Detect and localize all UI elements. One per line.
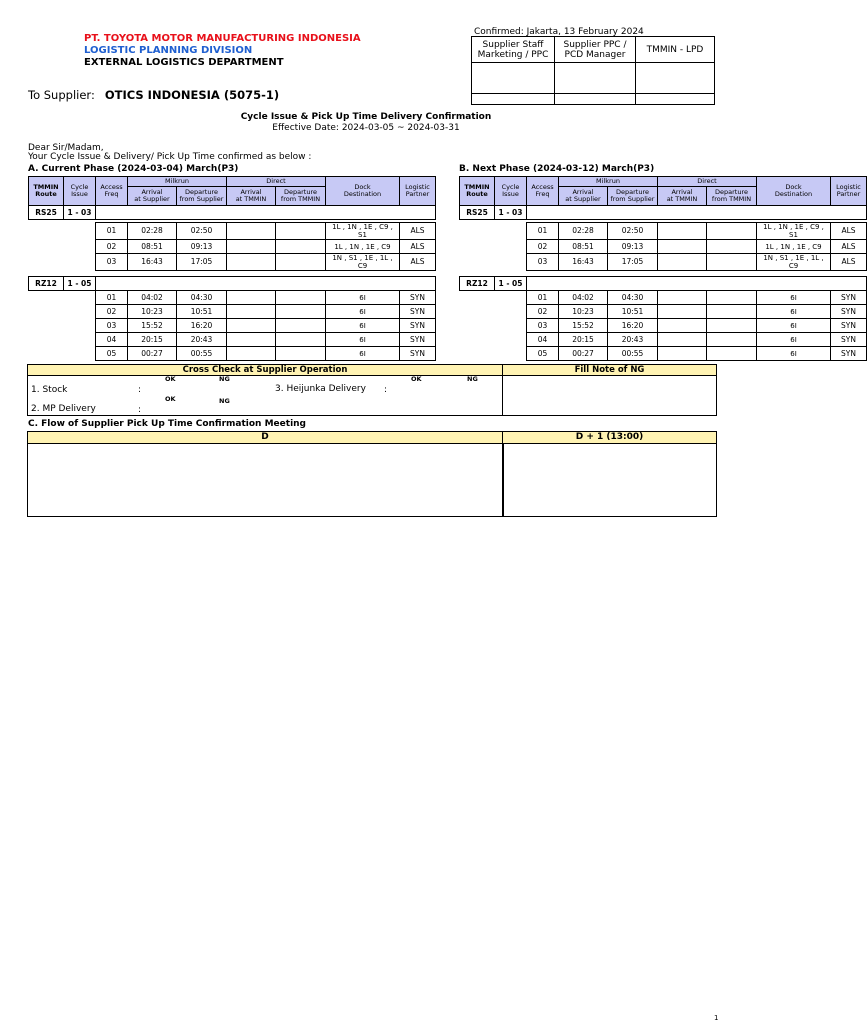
- logistic-partner: SYN: [400, 333, 436, 347]
- approval-date-2: [555, 94, 636, 105]
- arrival-tmmin: [227, 291, 276, 305]
- dock-destination: 6I: [757, 291, 831, 305]
- mp-ng: NG: [219, 397, 230, 405]
- next-phase-table-clip: [459, 176, 861, 362]
- page-number: 1: [714, 1014, 719, 1022]
- access-freq: 02: [96, 240, 128, 254]
- header-dock: Dock Destination: [326, 177, 400, 206]
- current-schedule-table: [28, 176, 436, 361]
- supplier-name: OTICS INDONESIA (5075-1): [104, 88, 280, 102]
- arrival-supplier: 16:43: [559, 254, 608, 271]
- arrival-supplier: 15:52: [128, 319, 177, 333]
- departure-tmmin: [276, 319, 326, 333]
- arrival-supplier: 10:23: [559, 305, 608, 319]
- header-departure-tmmin: Departure from TMMIN: [276, 187, 326, 206]
- departure-supplier: 09:13: [177, 240, 227, 254]
- departure-supplier: 02:50: [608, 223, 658, 240]
- header-arrival-supplier: Arrival at Supplier: [128, 187, 177, 206]
- arrival-supplier: 08:51: [128, 240, 177, 254]
- dock-destination: 6I: [326, 319, 400, 333]
- departure-tmmin: [276, 305, 326, 319]
- arrival-tmmin: [227, 319, 276, 333]
- logistic-partner: ALS: [831, 240, 867, 254]
- route-empty: [29, 291, 64, 305]
- to-supplier-label: To Supplier:: [28, 88, 95, 102]
- header-access: Access Freq: [527, 177, 559, 206]
- table-row: [29, 347, 436, 361]
- route-empty: [460, 254, 495, 271]
- dock-destination: 6I: [757, 305, 831, 319]
- approval-header-1: Supplier Staff Marketing / PPC: [472, 37, 555, 63]
- header-partner: Logistic Partner: [400, 177, 436, 206]
- departure-supplier: 04:30: [608, 291, 658, 305]
- logistic-partner: SYN: [400, 305, 436, 319]
- departure-supplier: 10:51: [177, 305, 227, 319]
- cycle-empty: [64, 347, 96, 361]
- departure-supplier: 20:43: [177, 333, 227, 347]
- arrival-supplier: 00:27: [128, 347, 177, 361]
- division-name: LOGISTIC PLANNING DIVISION: [84, 45, 253, 56]
- header-cycle: Cycle Issue: [495, 177, 527, 206]
- access-freq: 01: [527, 291, 559, 305]
- cycle-empty: [64, 291, 96, 305]
- access-freq: 03: [527, 319, 559, 333]
- route-empty: [29, 333, 64, 347]
- cycle-empty: [64, 223, 96, 240]
- header-route: TMMIN Route: [460, 177, 495, 206]
- logistic-partner: SYN: [831, 347, 867, 361]
- mp-label: 2. MP Delivery: [31, 404, 96, 414]
- cycle-issue: 1 - 03: [64, 206, 96, 220]
- arrival-tmmin: [227, 223, 276, 240]
- arrival-tmmin: [658, 347, 707, 361]
- access-freq: 02: [527, 305, 559, 319]
- cycle-empty: [495, 305, 527, 319]
- route-empty: [460, 333, 495, 347]
- route-empty: [460, 347, 495, 361]
- header-access: Access Freq: [96, 177, 128, 206]
- route-empty: [460, 291, 495, 305]
- table-row: [29, 254, 436, 271]
- departure-tmmin: [707, 347, 757, 361]
- route-empty: [29, 223, 64, 240]
- departure-tmmin: [707, 291, 757, 305]
- departure-tmmin: [707, 333, 757, 347]
- header-partner: Logistic Partner: [831, 177, 867, 206]
- route-empty: [29, 240, 64, 254]
- route-spacer: [96, 277, 436, 291]
- arrival-supplier: 15:52: [559, 319, 608, 333]
- route-empty: [29, 319, 64, 333]
- table-row: [460, 319, 867, 333]
- cycle-empty: [495, 254, 527, 271]
- table-row: [460, 347, 867, 361]
- table-row: [29, 223, 436, 240]
- cross-check-divider: [502, 376, 503, 416]
- access-freq: 04: [96, 333, 128, 347]
- route-code: RS25: [460, 206, 495, 220]
- next-phase-table: [459, 176, 861, 361]
- cycle-empty: [64, 254, 96, 271]
- departure-tmmin: [276, 347, 326, 361]
- logistic-partner: SYN: [831, 305, 867, 319]
- arrival-tmmin: [658, 223, 707, 240]
- arrival-tmmin: [658, 291, 707, 305]
- access-freq: 02: [96, 305, 128, 319]
- dock-destination: 1L , 1N , 1E , C9 , S1: [757, 223, 831, 240]
- arrival-tmmin: [658, 319, 707, 333]
- table-row: [460, 254, 867, 271]
- header-arrival-tmmin: Arrival at TMMIN: [658, 187, 707, 206]
- flow-col-d: D: [28, 432, 503, 444]
- header-direct: Direct: [658, 177, 757, 187]
- flow-divider: [502, 444, 504, 516]
- arrival-supplier: 04:02: [559, 291, 608, 305]
- route-empty: [460, 240, 495, 254]
- approval-sign-2: [555, 63, 636, 94]
- table-row: [29, 319, 436, 333]
- header-direct: Direct: [227, 177, 326, 187]
- route-spacer: [96, 206, 436, 220]
- cycle-empty: [495, 291, 527, 305]
- heijunka-colon: :: [384, 385, 388, 395]
- dock-destination: 1N , S1 , 1E , 1L , C9: [757, 254, 831, 271]
- cycle-empty: [64, 319, 96, 333]
- departure-tmmin: [276, 223, 326, 240]
- departure-supplier: 00:55: [608, 347, 658, 361]
- dock-destination: 6I: [326, 305, 400, 319]
- cycle-empty: [64, 333, 96, 347]
- dock-destination: 1L , 1N , 1E , C9 , S1: [326, 223, 400, 240]
- header-route: TMMIN Route: [29, 177, 64, 206]
- access-freq: 04: [527, 333, 559, 347]
- route-empty: [29, 347, 64, 361]
- departure-supplier: 16:20: [177, 319, 227, 333]
- route-spacer: [527, 277, 867, 291]
- departure-tmmin: [707, 305, 757, 319]
- logistic-partner: ALS: [831, 223, 867, 240]
- header-milkrun: Milkrun: [128, 177, 227, 187]
- cycle-issue: 1 - 03: [495, 206, 527, 220]
- table-row: [460, 223, 867, 240]
- stock-label: 1. Stock: [31, 385, 68, 395]
- logistic-partner: SYN: [400, 319, 436, 333]
- arrival-supplier: 16:43: [128, 254, 177, 271]
- departure-tmmin: [707, 223, 757, 240]
- dock-destination: 1N , S1 , 1E , 1L , C9: [326, 254, 400, 271]
- departure-supplier: 02:50: [177, 223, 227, 240]
- heijunka-label: 3. Heijunka Delivery: [275, 384, 366, 394]
- departure-supplier: 09:13: [608, 240, 658, 254]
- access-freq: 03: [96, 319, 128, 333]
- arrival-supplier: 02:28: [559, 223, 608, 240]
- departure-tmmin: [276, 240, 326, 254]
- approval-header-2: Supplier PPC / PCD Manager: [555, 37, 636, 63]
- intro-text: Your Cycle Issue & Delivery/ Pick Up Time confirmed as below :: [28, 152, 312, 162]
- to-supplier: [28, 88, 279, 102]
- route-empty: [29, 254, 64, 271]
- table-row: [460, 305, 867, 319]
- cycle-empty: [64, 305, 96, 319]
- header-departure-tmmin: Departure from TMMIN: [707, 187, 757, 206]
- access-freq: 03: [96, 254, 128, 271]
- confirmed-date: Confirmed: Jakarta, 13 February 2024: [474, 27, 644, 37]
- dock-destination: 6I: [326, 347, 400, 361]
- doc-title: Cycle Issue & Pick Up Time Delivery Confirmation: [240, 112, 492, 122]
- departure-supplier: 17:05: [177, 254, 227, 271]
- arrival-tmmin: [227, 240, 276, 254]
- header-arrival-supplier: Arrival at Supplier: [559, 187, 608, 206]
- dock-destination: 6I: [757, 333, 831, 347]
- access-freq: 01: [96, 223, 128, 240]
- fill-note-title: Fill Note of NG: [503, 365, 716, 376]
- departure-supplier: 00:55: [177, 347, 227, 361]
- arrival-tmmin: [227, 305, 276, 319]
- departure-supplier: 17:05: [608, 254, 658, 271]
- flow-col-d1: D + 1 (13:00): [503, 432, 716, 444]
- section-a-title: A. Current Phase (2024-03-04) March(P3): [28, 164, 239, 174]
- arrival-tmmin: [227, 347, 276, 361]
- mp-ok: OK: [165, 395, 176, 403]
- cycle-issue: 1 - 05: [495, 277, 527, 291]
- cycle-issue: 1 - 05: [64, 277, 96, 291]
- arrival-supplier: 00:27: [559, 347, 608, 361]
- arrival-tmmin: [658, 305, 707, 319]
- access-freq: 01: [527, 223, 559, 240]
- departure-supplier: 10:51: [608, 305, 658, 319]
- arrival-supplier: 04:02: [128, 291, 177, 305]
- effective-date: Effective Date: 2024-03-05 ~ 2024-03-31: [272, 123, 460, 133]
- section-b-title: B. Next Phase (2024-03-12) March(P3): [459, 164, 655, 174]
- departure-supplier: 16:20: [608, 319, 658, 333]
- departure-tmmin: [707, 240, 757, 254]
- access-freq: 02: [527, 240, 559, 254]
- departure-tmmin: [276, 254, 326, 271]
- access-freq: 03: [527, 254, 559, 271]
- cycle-empty: [495, 240, 527, 254]
- logistic-partner: SYN: [831, 291, 867, 305]
- next-schedule-table: [459, 176, 867, 361]
- table-row: [29, 333, 436, 347]
- arrival-supplier: 20:15: [559, 333, 608, 347]
- arrival-tmmin: [658, 254, 707, 271]
- arrival-supplier: 20:15: [128, 333, 177, 347]
- departure-supplier: 20:43: [608, 333, 658, 347]
- approval-sign-3: [636, 63, 715, 94]
- cycle-empty: [495, 223, 527, 240]
- departure-tmmin: [707, 319, 757, 333]
- dock-destination: 6I: [326, 333, 400, 347]
- cycle-empty: [495, 347, 527, 361]
- cycle-empty: [64, 240, 96, 254]
- departure-supplier: 04:30: [177, 291, 227, 305]
- route-empty: [460, 319, 495, 333]
- table-row: [460, 333, 867, 347]
- heijunka-ng: NG: [467, 375, 478, 383]
- route-empty: [460, 305, 495, 319]
- route-code: RS25: [29, 206, 64, 220]
- table-row: [460, 291, 867, 305]
- section-c-title: C. Flow of Supplier Pick Up Time Confirmation Meeting: [28, 419, 306, 429]
- approval-box: [471, 36, 715, 105]
- arrival-tmmin: [658, 333, 707, 347]
- departure-tmmin: [707, 254, 757, 271]
- stock-ok: OK: [165, 375, 176, 383]
- heijunka-ok: OK: [411, 375, 422, 383]
- stock-colon: :: [138, 385, 142, 395]
- access-freq: 05: [527, 347, 559, 361]
- header-departure-supplier: Departure from Supplier: [608, 187, 658, 206]
- dock-destination: 1L , 1N , 1E , C9: [326, 240, 400, 254]
- logistic-partner: ALS: [400, 254, 436, 271]
- approval-date-1: [472, 94, 555, 105]
- access-freq: 01: [96, 291, 128, 305]
- dock-destination: 1L , 1N , 1E , C9: [757, 240, 831, 254]
- logistic-partner: SYN: [831, 319, 867, 333]
- table-row: [29, 305, 436, 319]
- logistic-partner: ALS: [400, 223, 436, 240]
- header-cycle: Cycle Issue: [64, 177, 96, 206]
- logistic-partner: ALS: [400, 240, 436, 254]
- route-code: RZ12: [29, 277, 64, 291]
- dock-destination: 6I: [757, 347, 831, 361]
- route-code: RZ12: [460, 277, 495, 291]
- dock-destination: 6I: [757, 319, 831, 333]
- header-arrival-tmmin: Arrival at TMMIN: [227, 187, 276, 206]
- approval-header-3: TMMIN - LPD: [636, 37, 715, 63]
- stock-ng: NG: [219, 375, 230, 383]
- department-name: EXTERNAL LOGISTICS DEPARTMENT: [84, 57, 284, 68]
- logistic-partner: SYN: [400, 291, 436, 305]
- company-name: PT. TOYOTA MOTOR MANUFACTURING INDONESIA: [84, 33, 361, 44]
- cross-check-title: Cross Check at Supplier Operation: [28, 365, 503, 376]
- header-milkrun: Milkrun: [559, 177, 658, 187]
- logistic-partner: SYN: [400, 347, 436, 361]
- arrival-tmmin: [658, 240, 707, 254]
- arrival-supplier: 10:23: [128, 305, 177, 319]
- greeting: Dear Sir/Madam,: [28, 143, 104, 153]
- arrival-supplier: 02:28: [128, 223, 177, 240]
- dock-destination: 6I: [326, 291, 400, 305]
- header-departure-supplier: Departure from Supplier: [177, 187, 227, 206]
- route-spacer: [527, 206, 867, 220]
- logistic-partner: SYN: [831, 333, 867, 347]
- logistic-partner: ALS: [831, 254, 867, 271]
- route-empty: [29, 305, 64, 319]
- table-row: [29, 291, 436, 305]
- approval-date-3: [636, 94, 715, 105]
- access-freq: 05: [96, 347, 128, 361]
- mp-colon: :: [138, 405, 142, 415]
- arrival-tmmin: [227, 254, 276, 271]
- approval-sign-1: [472, 63, 555, 94]
- departure-tmmin: [276, 333, 326, 347]
- route-empty: [460, 223, 495, 240]
- arrival-tmmin: [227, 333, 276, 347]
- table-row: [460, 240, 867, 254]
- cycle-empty: [495, 319, 527, 333]
- cycle-empty: [495, 333, 527, 347]
- table-row: [29, 240, 436, 254]
- header-dock: Dock Destination: [757, 177, 831, 206]
- arrival-supplier: 08:51: [559, 240, 608, 254]
- departure-tmmin: [276, 291, 326, 305]
